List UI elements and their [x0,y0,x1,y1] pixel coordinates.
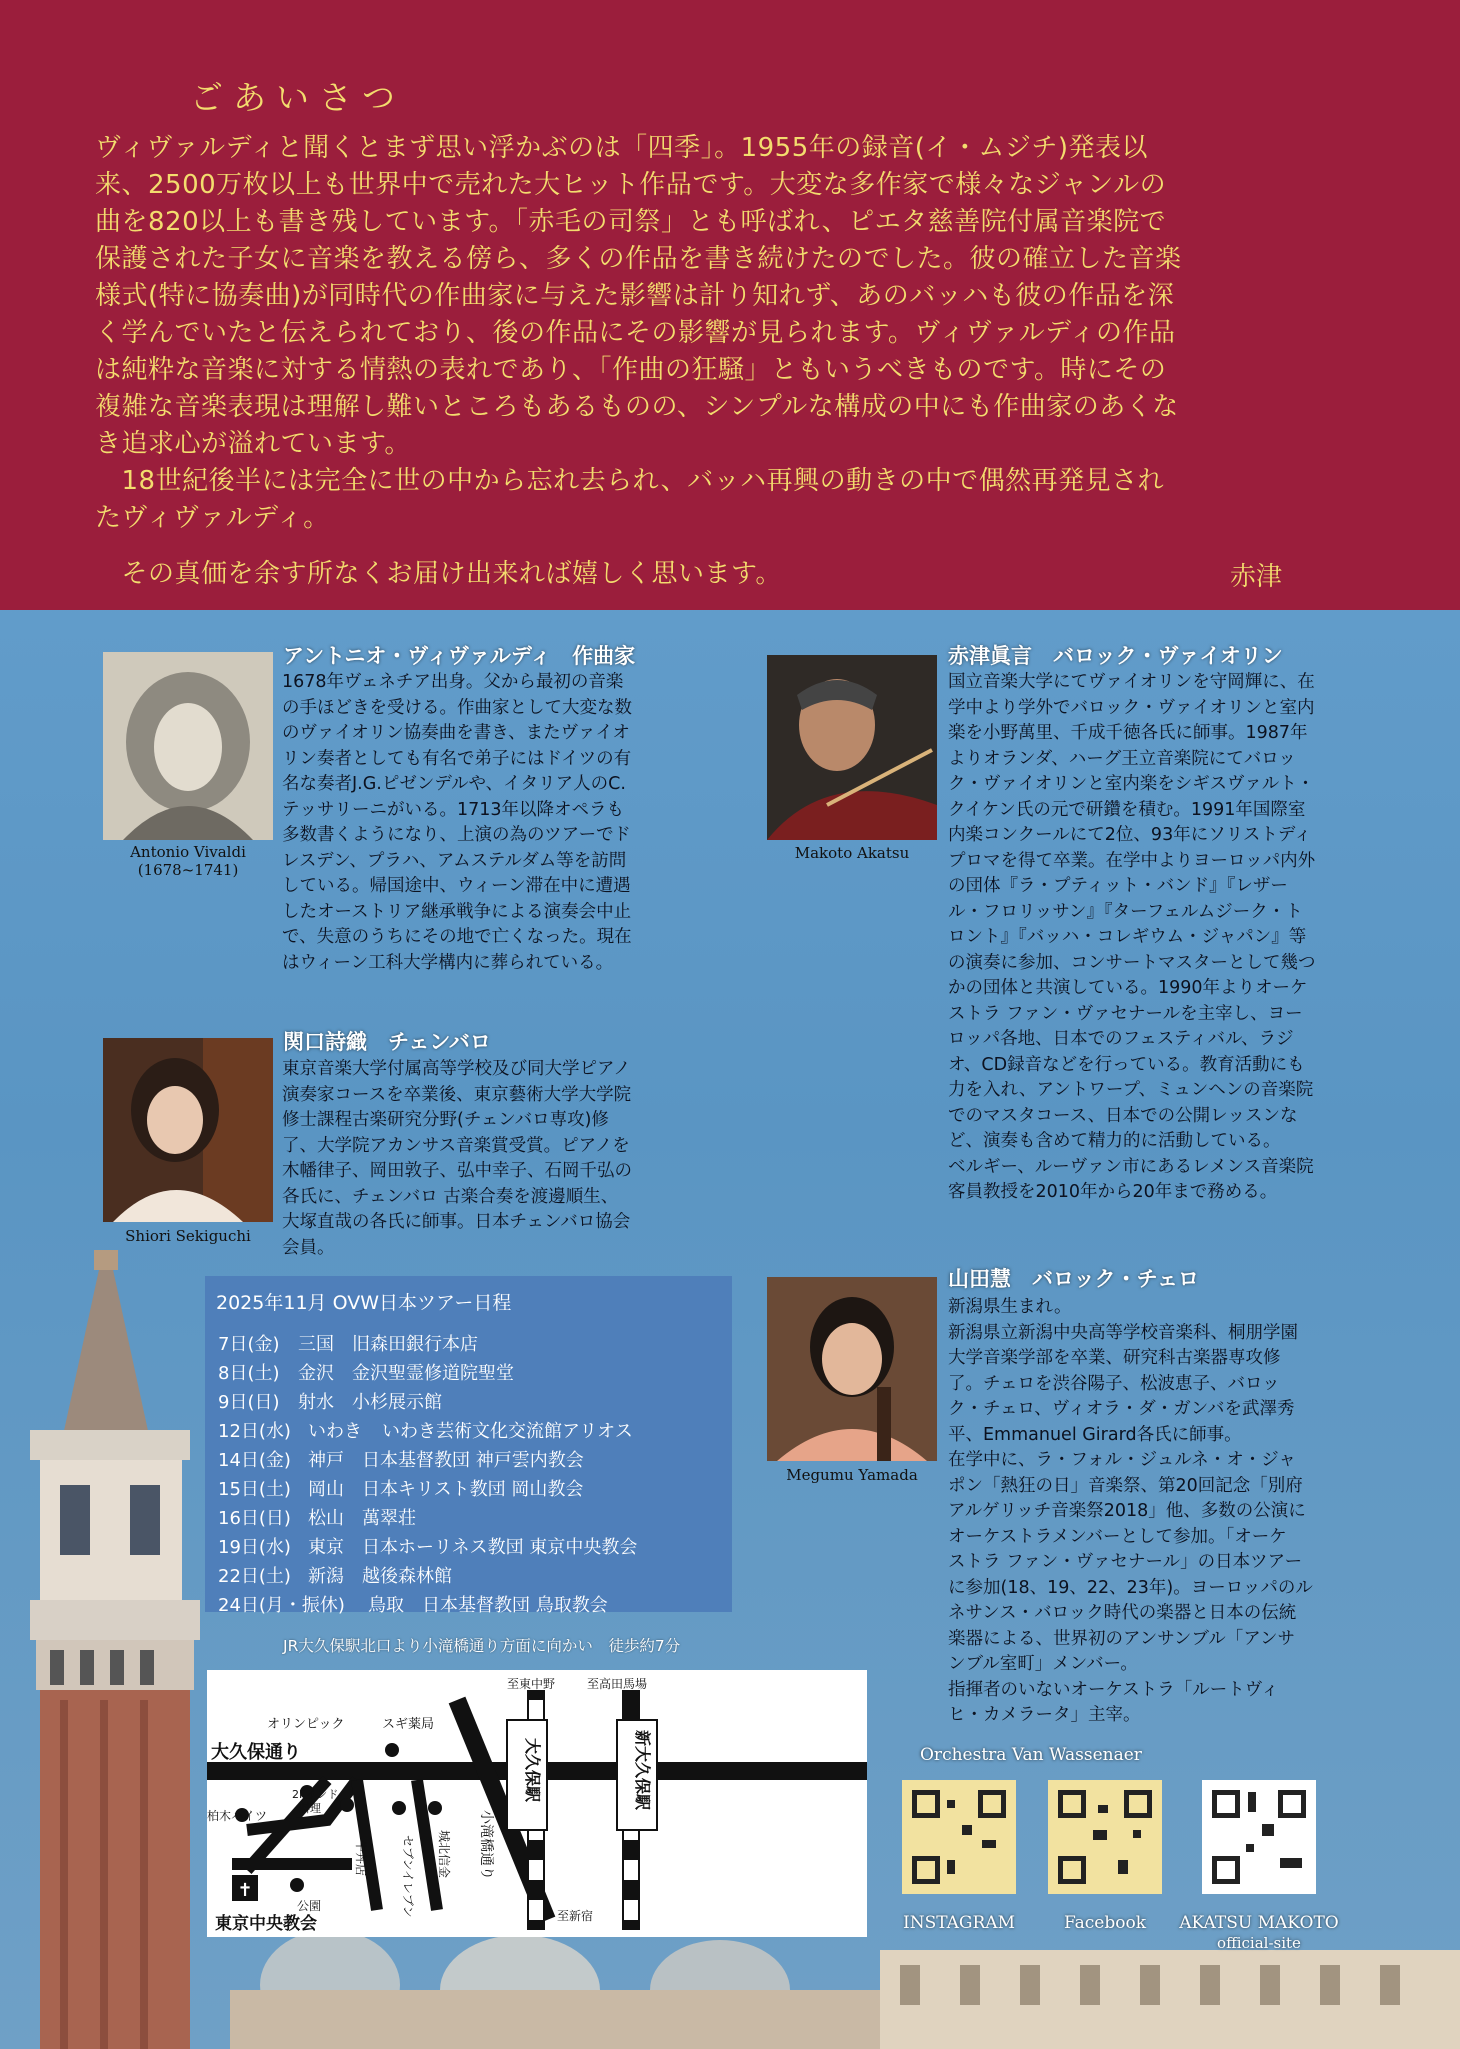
akatsu-caption: Makoto Akatsu [794,844,910,862]
greeting-line: 18世紀後半には完全に世の中から忘れ去られ、バッハ再興の動きの中で偶然再発見され [95,466,1165,496]
official-site-label-2: official-site [1217,1934,1301,1952]
greeting-line: その真価を余す所なくお届け出来れば嬉しく思います。 [95,559,782,589]
schedule-row: 9日(日) 射水 小杉展示館 [218,1392,442,1413]
greeting-line: く学んでいたと伝えられており、後の作品にその影響が見られます。ヴィヴァルディの作品 [95,318,1176,348]
greeting-line: 来、2500万枚以上も世界中で売れた大ヒット作品です。大変な多作家で様々なジャンルの [95,170,1167,200]
vivaldi-caption: Antonio Vivaldi [130,843,246,861]
greeting-line: は純粋な音楽に対する情熱の表れであり、「作曲の狂騒」ともいうべきものです。時にその [95,355,1167,385]
map-label-okubo-station: 大久保駅 [523,1737,542,1803]
facebook-qr-code[interactable] [1048,1780,1162,1894]
greeting-line: 様式(特に協奏曲)が同時代の作曲家に与えた影響は計り知れず、あのバッハも彼の作品を深 [95,281,1175,311]
map-label-kashiwagi: 柏木ハイツ [207,1809,268,1823]
map-label-higashinakano: 至東中野 [507,1677,556,1691]
map-directions-note: JR大久保駅北口より小滝橋通り方面に向かい 徒歩約7分 [283,1637,681,1655]
instagram-label: INSTAGRAM [903,1913,1015,1933]
map-label-okubo-dori: 大久保通り [211,1742,301,1763]
yamada-photo [767,1277,937,1461]
greeting-line: たヴィヴァルディ。 [95,503,330,533]
map-label-seven: セブンイレブン [401,1835,415,1918]
sekiguchi-bio: 東京音楽大学付属高等学校及び同大学ピアノ 演奏家コースを卒業後、東京藝術大学大学院 修士課程古楽研究分野(チェンバロ専攻)修 了、大学院アカンサス音楽賞受賞。ピアノを 木幡律子、岡田敦子、弘中幸子、石岡千弘の 各氏に、チェンバロ 古楽合奏を渡邊順生、 大塚直哉の各氏に師事。日本チェンバロ協会 会員。 [282,1059,632,1258]
sekiguchi-heading: 関口詩織 チェンバロ [283,1030,491,1054]
greeting-title: ごあいさつ [190,78,405,117]
official-site-qr-code[interactable] [1202,1780,1316,1894]
map-label-otakibashi: 小滝橋通り [478,1810,494,1880]
map-label-johoku: 城北信金 [437,1830,451,1879]
schedule-row: 8日(土) 金沢 金沢聖霊修道院聖堂 [218,1363,514,1384]
schedule-row: 7日(金) 三国 旧森田銀行本店 [218,1334,478,1355]
map-label-shinjuku: 至新宿 [557,1909,594,1923]
map-label-india-2: 料理 [299,1802,321,1815]
schedule-row: 16日(日) 松山 萬翠荘 [218,1508,416,1529]
greeting-line: 曲を820以上も書き残しています。「赤毛の司祭」とも呼ばれ、ピエタ慈善院付属音楽院で [95,207,1167,237]
schedule-row: 15日(土) 岡山 日本キリスト教団 岡山教会 [218,1479,584,1500]
schedule-row: 22日(土) 新潟 越後森林館 [218,1566,452,1587]
vivaldi-portrait [103,652,273,840]
greeting-line: 複雑な音楽表現は理解し難いところもあるものの、シンプルな構成の中にも作曲家のあくな [95,392,1179,422]
greeting-line: ヴィヴァルディと聞くとまず思い浮かぶのは「四季」。1955年の録音(イ・ムジチ)発表以 [95,133,1149,163]
akatsu-bio: 国立音楽大学にてヴァイオリンを守岡輝に、在 学中より学外でバロック・ヴァイオリンと室内 楽を小野萬里、千成千徳各氏に師事。1987年 よりオランダ、ハーグ王立音楽院にてバロッ ク・ヴァイオリンと室内楽をシギスヴァルト・ クイケン氏の元で研鑽を積む。1991年国際室 内楽コンクールにて2位、93年にソリストディ プロマを得て卒業。在学中よりヨーロッパ内外 の団体『ラ・プティット・バンド』『レザー ル・フロリッサン』『ターフェルムジーク・ト ロント』『バッハ・コレギウム・ジャパン』等 の演奏に参加、コンサートマスターとして幾つ かの団体と共演している。1990年よりオーケ ストラ ファン・ヴァセナールを主宰し、ヨー ロッパ各地、日本でのフェスティバル、ラジ オ、CD録音などを行っている。教育活動にも 力を入れ、アントワープ、ミュンヘンの音楽院 でのマスタコース、日本での公開レッスンな ど、演奏も含めて精力的に活動している。 ベルギー、ルーヴァン市にあるレメンス音楽院 客員教授を2010年から20年まで務める。 [948,672,1316,1202]
sekiguchi-caption: Shiori Sekiguchi [125,1227,251,1245]
schedule-row: 19日(水) 東京 日本ホーリネス教団 東京中央教会 [218,1537,638,1558]
tour-schedule-title: 2025年11月 OVW日本ツアー日程 [216,1292,512,1314]
qr-group-label: Orchestra Van Wassenaer [920,1745,1142,1765]
access-map [207,1670,867,1937]
official-site-label: AKATSU MAKOTO [1179,1913,1339,1933]
map-label-olympic: オリンピック [267,1717,345,1732]
instagram-qr-code[interactable] [902,1780,1016,1894]
greeting-line: き追求心が溢れています。 [95,429,411,459]
map-label-sugi: スギ薬局 [382,1717,435,1732]
map-label-gyudon: 牛丼店 [354,1840,368,1877]
church-icon: ✝ [237,1880,253,1901]
facebook-label: Facebook [1063,1913,1146,1933]
map-label-takadanobaba: 至高田馬場 [587,1677,648,1691]
yamada-bio: 新潟県生まれ。 新潟県立新潟中央高等学校音楽科、桐朋学園 大学音楽学部を卒業、研究科古楽器専攻修 了。チェロを渋谷陽子、松波恵子、バロッ ク・チェロ、ヴィオラ・ダ・ガンバを武澤秀 平、Emmanuel Girard各氏に師事。 在学中に、ラ・フォル・ジュルネ・オ・ジャ ポン「熱狂の日」音楽祭、第20回記念「別府 アルゲリッチ音楽祭2018」他、多数の公演に オーケストラメンバーとして参加。「オーケ ストラ ファン・ヴァセナール」の日本ツアー に参加(18、19、22、23年)。ヨーロッパのル ネサンス・バロック時代の楽器と日本の伝統 楽器による、世界初のアンサンブル「アンサ ンブル室町」メンバー。 指揮者のいないオーケストラ「ルートヴィ ヒ・カメラータ」主宰。 [948,1297,1313,1725]
yamada-heading: 山田慧 バロック・チェロ [948,1267,1199,1291]
schedule-row: 24日(月・振休) 鳥取 日本基督教団 鳥取教会 [218,1595,608,1616]
sekiguchi-photo [103,1038,273,1222]
schedule-row: 14日(金) 神戸 日本基督教団 神戸雲内教会 [218,1450,584,1471]
schedule-row: 12日(水) いわき いわき芸術文化交流館アリオス [218,1421,633,1442]
vivaldi-bio: 1678年ヴェネチア出身。父から最初の音楽 の手ほどきを受ける。作曲家として大変な数 のヴァイオリン協奏曲を書き、またヴァイオ リン奏者としても有名で弟子にはドイツの有 名な奏者J.G.ピゼンデルや、イタリア人のC. テッサリーニがいる。1713年以降オペラも 多数書くようになり、上演の為のツアーでド レスデン、プラハ、アムステルダム等を訪問 している。帰国途中、ウィーン滞在中に遭遇 したオーストリア継承戦争による演奏会中止 で、失意のうちにその地で亡くなった。現在 はウィーン工科大学構内に葬られている。 [282,672,632,973]
akatsu-photo [767,655,937,840]
greeting-signature: 赤津 [1230,562,1283,592]
map-label-india: 2Fインド [292,1788,339,1801]
vivaldi-years: (1678~1741) [137,861,239,879]
akatsu-heading: 赤津眞言 バロック・ヴァイオリン [948,644,1283,668]
greeting-line: 保護された子女に音楽を教える傍ら、多くの作品を書き続けたのでした。彼の確立した音楽 [95,244,1182,274]
map-label-shinokubo-station: 新大久保駅 [633,1729,652,1811]
map-label-park: 公園 [297,1899,322,1913]
yamada-caption: Megumu Yamada [786,1466,918,1484]
vivaldi-heading: アントニオ・ヴィヴァルディ 作曲家 [283,644,636,668]
map-label-church: 東京中央教会 [215,1914,317,1934]
